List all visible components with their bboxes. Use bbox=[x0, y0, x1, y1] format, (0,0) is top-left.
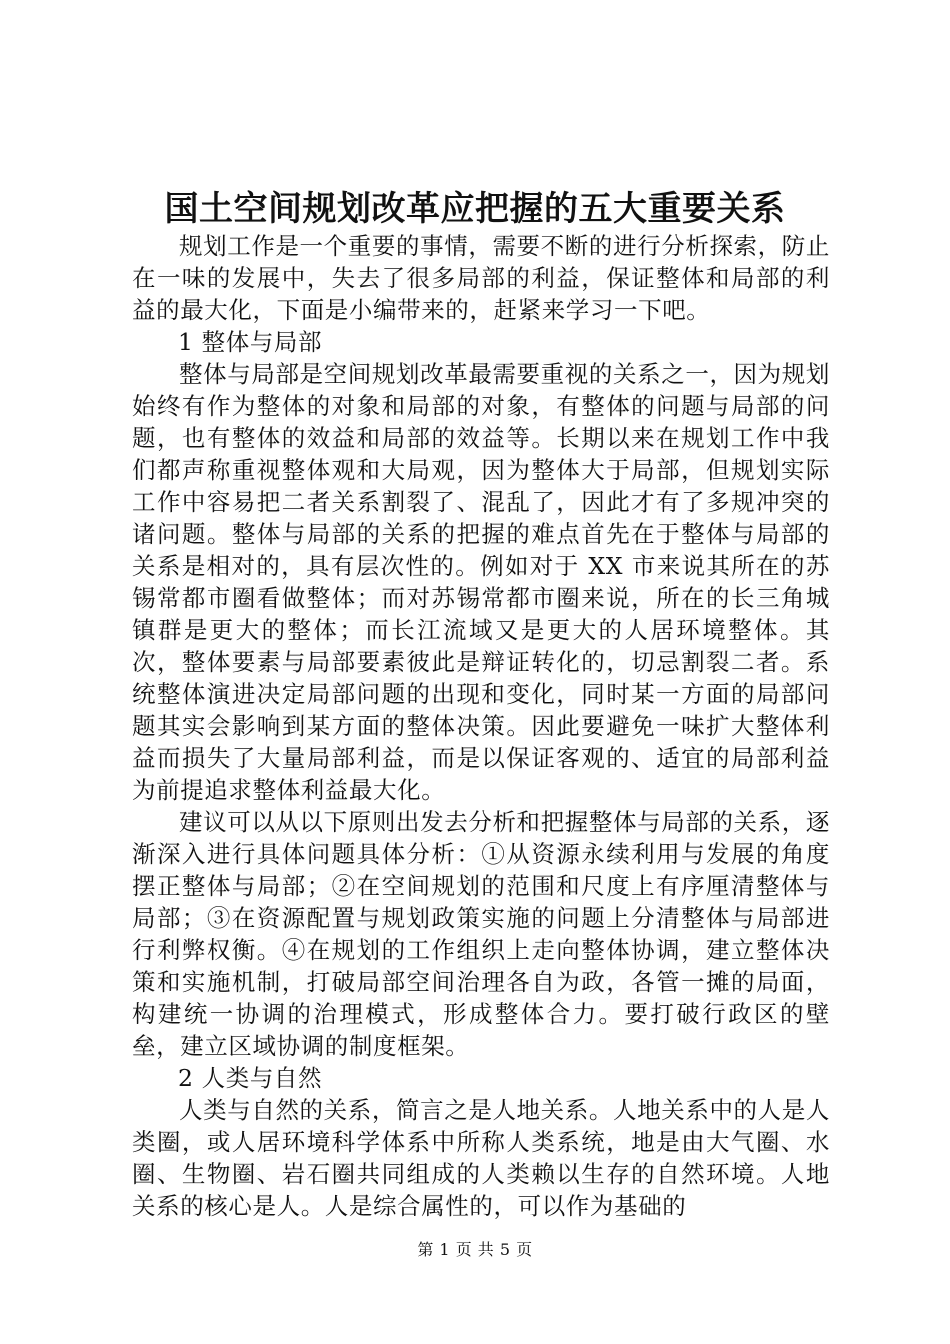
section-1-paragraph-2: 建议可以从以下原则出发去分析和把握整体与局部的关系，逐渐深入进行具体问题具体分析：①从资源永续利用与发展的角度摆正整体与局部；②在空间规划的范围和尺度上有序厘清整体与局部；③在资源配置与规划政策实施的问题上分清整体与局部进行利弊权衡。④在规划的工作组织上走向整体协调，建立整体决策和实施机制，打破局部空间治理各自为政，各管一摊的局面，构建统一协调的治理模式，形成整体合力。要打破行政区的壁垒，建立区域协调的制度框架。 bbox=[132, 808, 830, 1060]
page-footer: 第 1 页 共 5 页 bbox=[417, 1240, 533, 1259]
section-heading-2: 2 人类与自然 bbox=[178, 1064, 323, 1092]
section-2-paragraph-1: 人类与自然的关系，简言之是人地关系。人地关系中的人是人类圈，或人居环境科学体系中所称人类系统，地是由大气圈、水圈、生物圈、岩石圈共同组成的人类赖以生存的自然环境。人地关系的核心是人。人是综合属性的，可以作为基础的 bbox=[132, 1096, 830, 1220]
intro-paragraph: 规划工作是一个重要的事情，需要不断的进行分析探索，防止在一味的发展中，失去了很多局部的利益，保证整体和局部的利益的最大化，下面是小编带来的，赶紧来学习一下吧。 bbox=[132, 232, 830, 324]
section-1-paragraph-1: 整体与局部是空间规划改革最需要重视的关系之一，因为规划始终有作为整体的对象和局部的对象，有整体的问题与局部的问题，也有整体的效益和局部的效益等。长期以来在规划工作中我们都声称重视整体观和大局观，因为整体大于局部，但规划实际工作中容易把二者关系割裂了、混乱了，因此才有了多规冲突的诸问题。整体与局部的关系的把握的难点首先在于整体与局部的关系是相对的，具有层次性的。例如对于 XX 市来说其所在的苏锡常都市圈看做整体；而对苏锡常都市圈来说，所在的长三角城镇群是更大的整体；而长江流域又是更大的人居环境整体。其次，整体要素与局部要素彼此是辩证转化的，切忌割裂二者。系统整体演进决定局部问题的出现和变化，同时某一方面的局部问题其实会影响到某方面的整体决策。因此要避免一味扩大整体利益而损失了大量局部利益，而是以保证客观的、适宜的局部利益为前提追求整体利益最大化。 bbox=[132, 360, 830, 804]
document-body bbox=[132, 230, 830, 1222]
document-title: 国土空间规划改革应把握的五大重要关系 bbox=[164, 189, 786, 229]
section-heading-1: 1 整体与局部 bbox=[178, 328, 323, 356]
